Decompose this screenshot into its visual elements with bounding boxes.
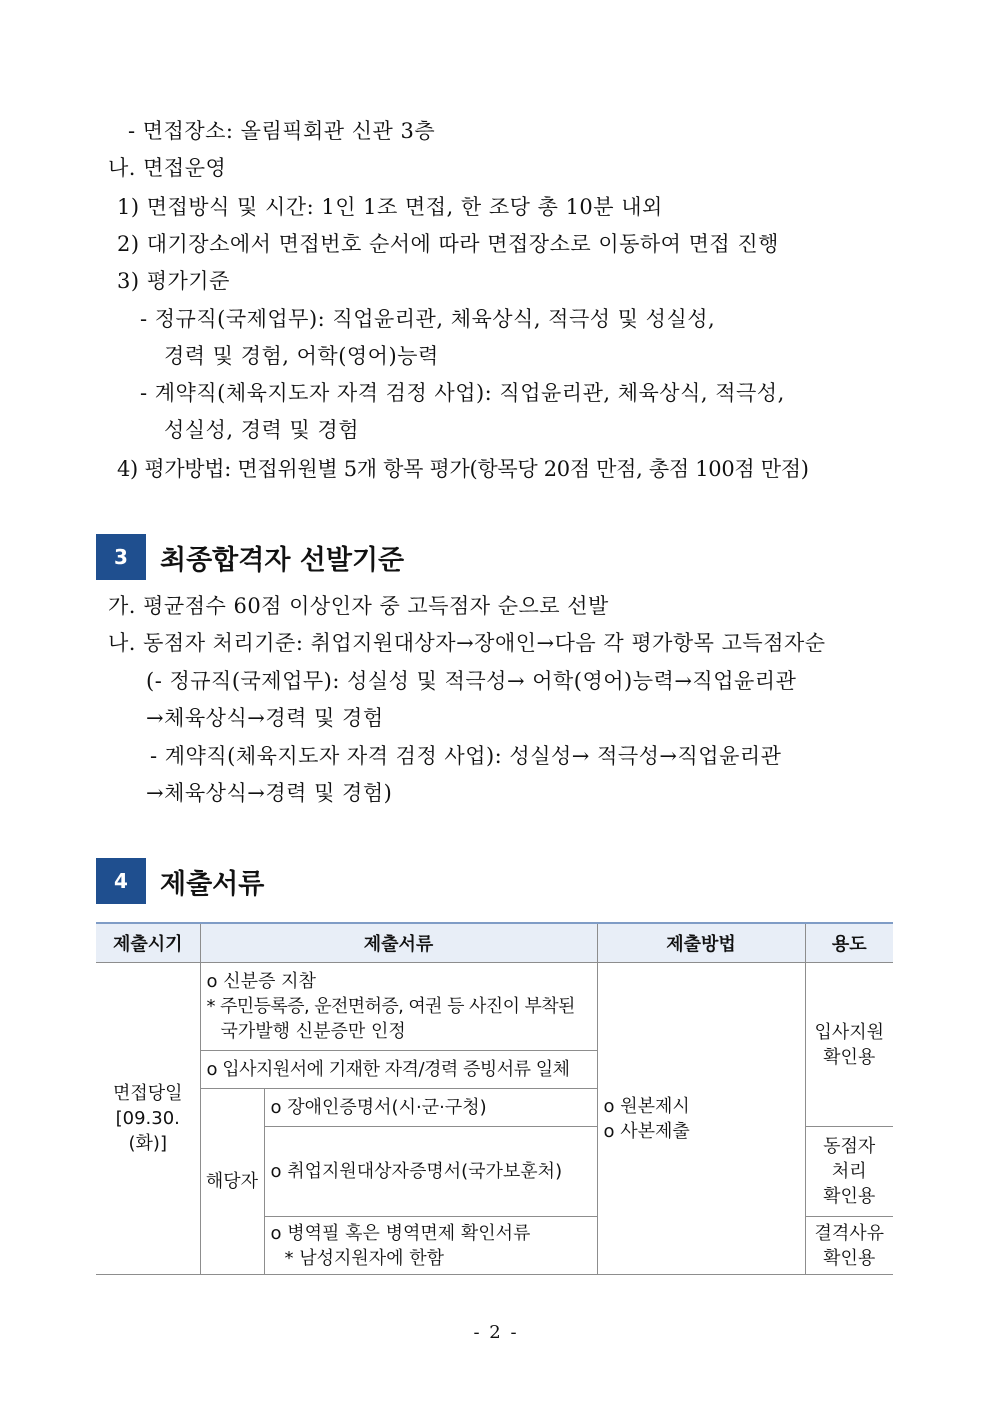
- timing-cell: [96, 963, 200, 1275]
- selection-rule: 가. 평균점수 60점 이상인자 중 고득점자 순으로 선발: [108, 594, 609, 618]
- evaluation-method: 4) 평가방법: 면접위원별 5개 항목 평가(항목당 20점 만점, 총점 100점 만점): [117, 457, 809, 481]
- tie-break-rule: 나. 동점자 처리기준: 취업지원대상자→장애인→다음 각 평가항목 고득점자순: [108, 631, 826, 655]
- use-confirm: 확인용: [823, 1186, 876, 1207]
- method-cell: [597, 963, 805, 1275]
- applicable-cell: [200, 1089, 264, 1275]
- criteria-regular: - 정규직(국제업무): 직업윤리관, 체육상식, 적극성 및 성실성,: [140, 307, 716, 331]
- criteria-contract-cont: 성실성, 경력 및 경험: [164, 418, 359, 442]
- use-application: 입사지원: [814, 1021, 885, 1043]
- timing-label: 면접당일: [112, 1083, 183, 1104]
- criteria-contract: - 계약직(체육지도자 자격 검정 사업): 직업윤리관, 체육상식, 적극성,: [140, 381, 785, 405]
- method-original: o 원본제시: [603, 1095, 690, 1117]
- submission-documents-table: [96, 922, 893, 1275]
- doc-certificates: [200, 1051, 597, 1089]
- section-4-heading: [96, 858, 264, 904]
- doc-employment-support-text: o 취업지원대상자증명서(국가보훈처): [270, 1161, 563, 1182]
- use-tie-break-cell: [805, 1127, 893, 1217]
- timing-date: [09.30.(화)]: [115, 1108, 180, 1154]
- applicable-label: 해당자: [205, 1171, 259, 1192]
- page-number: - 2 -: [473, 1322, 519, 1343]
- doc-id-card-cell: [200, 963, 597, 1051]
- criteria-regular-cont: 경력 및 경험, 어학(영어)능력: [164, 344, 439, 368]
- use-tie: 동점자: [823, 1136, 876, 1157]
- use-disqualification-cell: [805, 1217, 893, 1275]
- doc-id-card: o 신분증 지참: [206, 971, 316, 992]
- tie-break-contract-cont: →체육상식→경력 및 경험): [146, 781, 393, 805]
- header-documents: 제출서류: [200, 923, 597, 963]
- section-number-badge: 4: [96, 858, 146, 904]
- section-title: 최종합격자 선발기준: [160, 544, 405, 576]
- section-3-heading: [96, 534, 404, 580]
- doc-military: [264, 1217, 597, 1275]
- use-confirm: 확인용: [823, 1046, 876, 1068]
- doc-id-card-note: * 주민등록증, 운전면허증, 여권 등 사진이 부착된: [206, 996, 575, 1017]
- doc-employment-support: [264, 1127, 597, 1217]
- interview-procedure: 2) 대기장소에서 면접번호 순서에 따라 면접장소로 이동하여 면접 진행: [117, 232, 779, 256]
- table-row: [96, 963, 893, 1051]
- tie-break-contract: - 계약직(체육지도자 자격 검정 사업): 성실성→ 적극성→직업윤리관: [150, 744, 782, 768]
- doc-military-note: * 남성지원자에 한함: [284, 1247, 445, 1269]
- doc-id-card-note-cont: 국가발행 신분증만 인정: [220, 1021, 406, 1042]
- use-confirm: 확인용: [823, 1247, 876, 1269]
- use-application-cell: [805, 963, 893, 1127]
- doc-disability-text: o 장애인증명서(시·군·구청): [270, 1097, 487, 1118]
- doc-disability: [264, 1089, 597, 1127]
- header-method: 제출방법: [597, 923, 805, 963]
- doc-certificates-text: o 입사지원서에 기재한 자격/경력 증빙서류 일체: [206, 1059, 570, 1080]
- use-disqualification: 결격사유: [814, 1222, 885, 1244]
- interview-operation-heading: 나. 면접운영: [108, 156, 227, 180]
- interview-location: - 면접장소: 올림픽회관 신관 3층: [128, 119, 436, 143]
- doc-military-text: o 병역필 혹은 병역면제 확인서류: [270, 1222, 531, 1244]
- use-process: 처리: [831, 1161, 867, 1182]
- section-title: 제출서류: [160, 868, 265, 900]
- header-use: 용도: [805, 923, 893, 963]
- tie-break-regular-cont: →체육상식→경력 및 경험: [146, 706, 384, 730]
- table-header-row: [96, 923, 893, 963]
- section-number-badge: 3: [96, 534, 146, 580]
- interview-method: 1) 면접방식 및 시간: 1인 1조 면접, 한 조당 총 10분 내외: [117, 195, 663, 219]
- method-copy: o 사본제출: [603, 1120, 690, 1142]
- tie-break-regular: (- 정규직(국제업무): 성실성 및 적극성→ 어학(영어)능력→직업윤리관: [146, 669, 797, 693]
- header-timing: 제출시기: [96, 923, 200, 963]
- evaluation-criteria-heading: 3) 평가기준: [117, 269, 230, 293]
